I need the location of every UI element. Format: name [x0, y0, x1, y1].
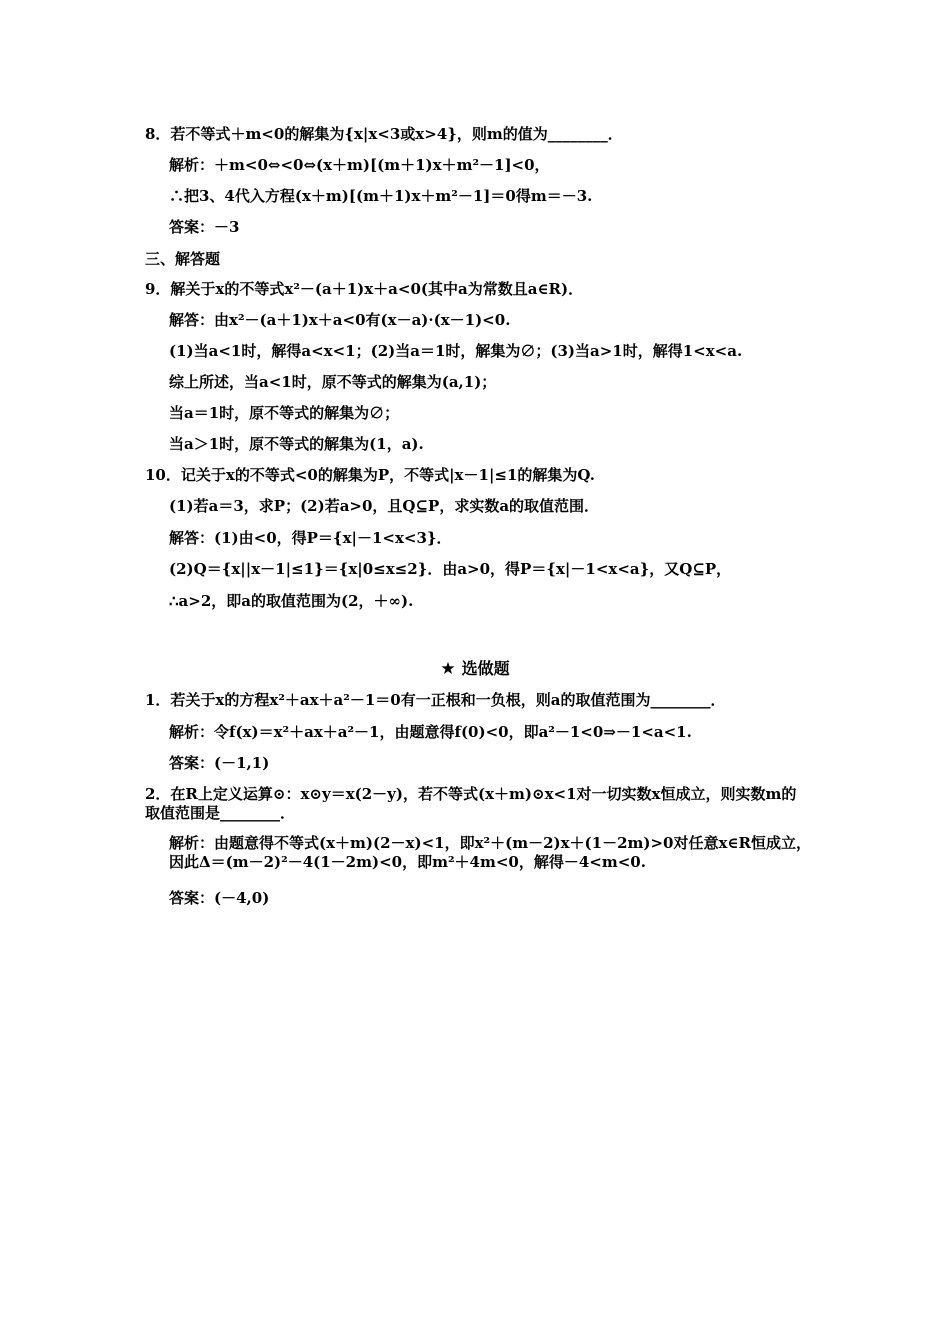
optional-question-1-answer: 答案：(－1,1) [169, 754, 270, 772]
optional-question-1-analysis: 解析：令f(x)＝x²＋ax＋a²－1，由题意得f(0)<0，即a²－1<0⇒－1<a<1. [169, 723, 692, 741]
question-9-summary-3: 当a＞1时，原不等式的解集为(1，a). [169, 435, 424, 453]
optional-title-text: 选做题 [461, 659, 510, 678]
optional-question-2: 2．在R上定义运算⊙：x⊙y＝x(2－y)，若不等式(x＋m)⊙x<1对一切实数x恒成立，则实数m的取值范围是________． [145, 785, 797, 822]
question-10-parts: (1)若a＝3，求P；(2)若a>0，且Q⊆P，求实数a的取值范围． [169, 497, 600, 515]
question-8: 8．若不等式＋m<0的解集为{x|x<3或x>4}，则m的值为________． [145, 125, 623, 143]
question-10-solution-1: 解答：(1)由<0，得P＝{x|－1<x<3}． [169, 529, 452, 547]
optional-question-1: 1．若关于x的方程x²＋ax＋a²－1＝0有一正根和一负根，则a的取值范围为________． [145, 691, 726, 709]
question-8-analysis: 解析：＋m<0⇔<0⇔(x＋m)[(m＋1)x＋m²－1]<0， [169, 156, 550, 174]
question-9-cases: (1)当a<1时，解得a<x<1；(2)当a＝1时，解集为∅；(3)当a>1时，解得1<x<a. [169, 342, 743, 360]
question-10: 10．记关于x的不等式<0的解集为P，不等式|x－1|≤1的解集为Q. [145, 466, 595, 484]
question-8-step: ∴把3、4代入方程(x＋m)[(m＋1)x＋m²－1]＝0得m＝－3. [169, 187, 593, 205]
question-9-solution: 解答：由x²－(a＋1)x＋a<0有(x－a)·(x－1)<0. [169, 311, 511, 329]
question-9-summary-1: 综上所述，当a<1时，原不等式的解集为(a,1)； [169, 373, 497, 391]
question-10-solution-2: (2)Q＝{x||x－1|≤1}＝{x|0≤x≤2}．由a>0，得P＝{x|－1<x<a}，又Q⊆P， [169, 560, 732, 578]
question-9: 9．解关于x的不等式x²－(a＋1)x＋a<0(其中a为常数且a∈R)． [145, 280, 584, 298]
question-8-answer: 答案：－3 [169, 218, 240, 236]
question-10-solution-3: ∴a>2，即a的取值范围为(2，＋∞). [169, 592, 414, 610]
optional-section-title [0, 656, 950, 679]
question-9-summary-2: 当a＝1时，原不等式的解集为∅； [169, 404, 400, 422]
optional-question-2-analysis: 解析：由题意得不等式(x＋m)(2－x)<1，即x²＋(m－2)x＋(1－2m)>0对任意x∈R恒成立，因此Δ＝(m－2)²－4(1－2m)<0，即m²＋4m<0，解得－4<m<0. [169, 834, 812, 871]
optional-question-2-answer: 答案：(－4,0) [169, 889, 270, 907]
star-icon: ★ [440, 659, 456, 679]
section-title: 三、解答题 [145, 250, 221, 268]
